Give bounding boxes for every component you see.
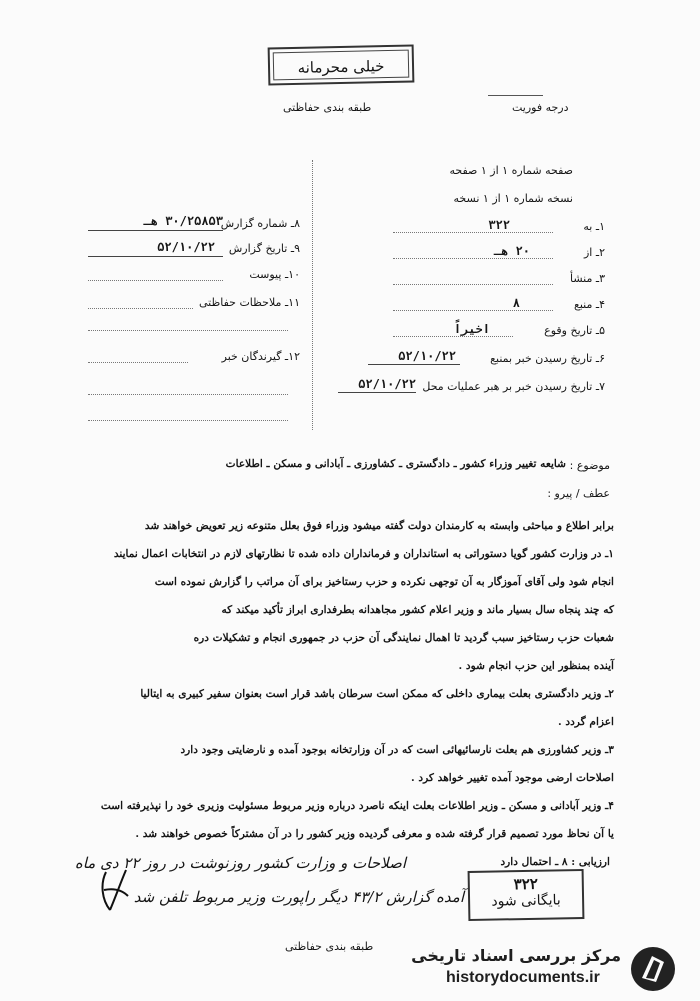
event-date-label: ۵ـ تاریخ وقوع	[544, 324, 605, 337]
report-number-line	[88, 230, 223, 231]
body-line-9: ۳ـ وزیر کشاورزی هم بعلت نارسائیهائی است که در آن وزارتخانه بوجود آمده و نارضایتی وجود دارد	[180, 744, 614, 756]
security-notes-line-2	[88, 330, 288, 331]
report-number-label: ۸ـ شماره گزارش	[220, 217, 300, 230]
to-line	[393, 232, 553, 233]
report-date-label: ۹ـ تاریخ گزارش	[228, 242, 300, 255]
recipients-line-2	[88, 394, 288, 395]
watermark-url: historydocuments.ir	[446, 969, 600, 986]
to-label: ۱ـ به	[583, 220, 605, 233]
body-line-11: ۴ـ وزیر آبادانی و مسکن ـ وزیر اطلاعات بعلت اینکه ناصرد درباره وزیر مربوط مسئولیت وزیری خود را نپذیرفته است	[100, 800, 614, 812]
attachment-line	[88, 280, 223, 281]
body-line-10: اصلاحات ارضی موجود آمده تغییر خواهد کرد .	[410, 772, 614, 784]
source-value: ۸	[512, 296, 520, 310]
body-line-6: آینده بمنظور این حزب انجام شود .	[458, 660, 614, 672]
body-line-7: ۲ـ وزیر دادگستری بعلت بیماری داخلی که ممکن است سرطان باشد قرار است بعنوان سفیر کبیری به ایتالیا	[140, 688, 614, 700]
handler-receipt-date-value: ۵۲/۱۰/۲۲	[358, 377, 416, 391]
event-date-line	[393, 336, 513, 337]
urgency-label: درجه فوریت	[512, 101, 569, 114]
watermark-title: مرکز بررسی اسناد تاریخی	[411, 946, 621, 965]
source-receipt-date-label: ۶ـ تاریخ رسیدن خبر بمنبع	[490, 352, 605, 365]
source-line	[393, 310, 553, 311]
security-notes-line-1	[88, 308, 193, 309]
body-line-4: که چند پنجاه سال بسیار ماند و وزیر اعلام کشور مجاهدانه بطرفداری ابراز تأکید میکند که	[221, 604, 614, 616]
archive-stamp-number: ۳۲۲	[513, 874, 539, 894]
copy-number: نسخه شماره ۱ از ۱ نسخه	[453, 192, 573, 205]
from-line	[393, 258, 553, 259]
recipients-label: ۱۲ـ گیرندگان خبر	[221, 350, 300, 363]
classification-label-bottom: طبقه بندی حفاظتی	[285, 940, 374, 953]
body-line-2: ۱ـ در وزارت کشور گویا دستوراتی به استانداران و فرمانداران داده شده تا نظارتهای لازم در انتخابات اعمال نمایند	[113, 548, 614, 560]
page-number: صفحه شماره ۱ از ۱ صفحه	[449, 164, 573, 177]
classification-label-top: طبقه بندی حفاظتی	[283, 101, 372, 114]
subject-label: موضوع :	[569, 459, 610, 472]
handwritten-signature	[96, 866, 132, 914]
security-notes-label: ۱۱ـ ملاحظات حفاظتی	[199, 296, 300, 309]
handler-receipt-date-label: ۷ـ تاریخ رسیدن خبر بر هبر عملیات محل	[422, 380, 605, 393]
handwritten-line-2: آمده گزارش ۴۳/۲ دیگر راپورت وزیر مربوط تلفن شد	[133, 888, 464, 906]
reference-label: عطف / پیرو :	[547, 487, 610, 500]
origin-line	[393, 284, 553, 285]
origin-label: ۳ـ منشأ	[569, 272, 605, 285]
recipients-line-3	[88, 420, 288, 421]
body-line-12: یا آن نحاظ مورد تصمیم قرار گرفته شده و معرفی گردیده وزیر کشور را در آن مشترکاً خصوص خواهند شد .	[135, 828, 614, 840]
report-date-line	[88, 256, 223, 257]
body-line-8: اعزام گردد .	[558, 716, 614, 728]
urgency-line	[488, 95, 543, 96]
watermark-logo-icon	[628, 944, 678, 994]
from-label: ۲ـ از	[583, 246, 605, 259]
to-value: ۳۲۲	[488, 218, 510, 232]
body-line-1: برابر اطلاع و مباحثی وابسته به کارمندان دولت گفته میشود وزراء فوق بعلل متنوعه زیر تعویض خواهند شد	[144, 520, 614, 532]
handler-receipt-date-line	[338, 392, 416, 393]
archive-stamp	[468, 869, 585, 921]
handwritten-line-1: اصلاحات و وزارت کشور روزنوشت در روز ۲۲ دی ماه	[74, 854, 406, 872]
body-line-3: انجام شود ولی آقای آموزگار به آن توجهی نکرده و حزب رستاخیز برای آن مراتب را گزارش نموده است	[154, 576, 614, 588]
recipients-line-1	[88, 362, 188, 363]
event-date-value: اخیراً	[453, 322, 490, 336]
source-receipt-date-line	[368, 364, 460, 365]
source-label: ۴ـ منبع	[573, 298, 605, 311]
report-number-value: ۳۰/۲۵۸۵۳ هـ	[143, 214, 223, 228]
subject-text: شایعه تغییر وزراء کشور ـ دادگستری ـ کشاورزی ـ آبادانی و مسکن ـ اطلاعات	[225, 458, 566, 470]
report-date-value: ۵۲/۱۰/۲۲	[157, 240, 215, 254]
from-value: ۲۰ هـ	[493, 244, 530, 258]
archive-stamp-text: بایگانی شود	[491, 892, 561, 910]
classification-stamp-text: خیلی محرمانه	[273, 50, 410, 81]
evaluation: ارزیابی : ۸ ـ احتمال دارد	[500, 856, 610, 868]
body-line-5: شعبات حزب رستاخیز سبب گردید تا اهمال نمایندگی آن حزب در جمهوری انجام و تشکیلات دره	[193, 632, 614, 644]
source-receipt-date-value: ۵۲/۱۰/۲۲	[398, 349, 456, 363]
column-divider	[312, 160, 313, 430]
attachment-label: ۱۰ـ پیوست	[249, 268, 300, 281]
classification-stamp	[268, 44, 415, 85]
